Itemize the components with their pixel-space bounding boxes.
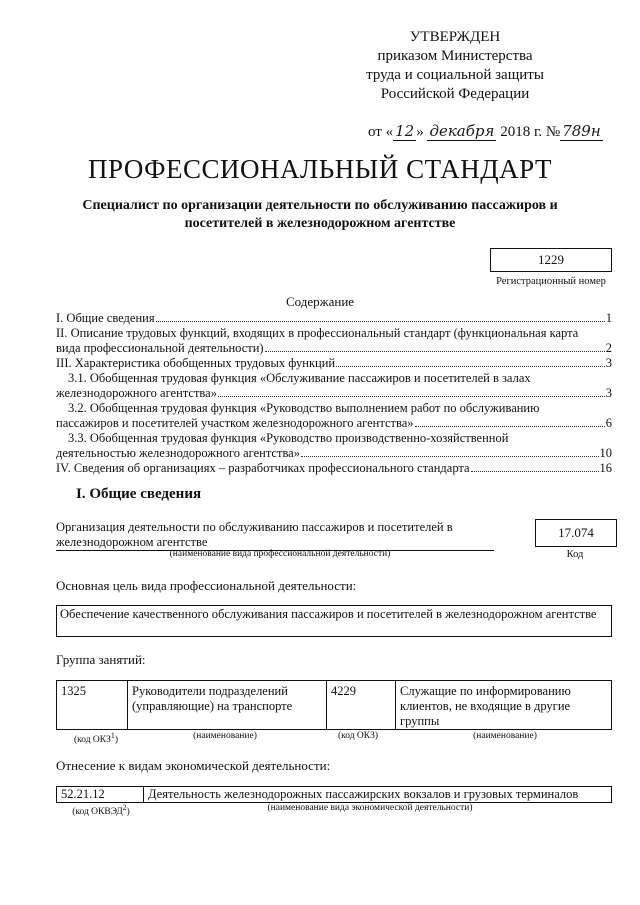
occ-caption-code-2: (код ОКЗ) [337, 731, 379, 741]
occ-name-2: Служащие по информированию клиентов, не входящие в другие группы [396, 681, 612, 730]
econ-label: Отнесение к видам экономической деятельности: [56, 758, 331, 773]
order-number-prefix: № [545, 124, 561, 140]
order-number-handwritten: 789н [562, 122, 601, 140]
activity-name: Организация деятельности по обслуживанию пассажиров и посетителей в железнодорожном агентстве [56, 520, 494, 551]
approval-line-labor: труда и социальной защиты [366, 67, 544, 83]
occ-code-2: 4229 [327, 681, 396, 730]
registration-number-box: 1229 [490, 248, 612, 272]
occupations-label: Группа занятий: [56, 652, 146, 667]
toc-item-3-1[interactable]: железнодорожного агентства» 3 [56, 386, 612, 400]
order-date-number [368, 122, 628, 141]
occ-caption-code-1: (код ОКЗ$^1$) [73, 731, 119, 746]
toc-item-1[interactable]: I. Общие сведения 1 [56, 311, 612, 325]
toc [56, 311, 612, 476]
order-day-handwritten: 12 [395, 122, 415, 140]
order-year: 2018 г. [500, 124, 543, 140]
toc-item-2-line-a[interactable]: II. Описание трудовых функций, входящих в профессиональный стандарт (функциональная карта [56, 326, 579, 340]
contents-heading: Содержание [285, 294, 355, 309]
toc-item-3[interactable]: III. Характеристика обобщенных трудовых функций 3 [56, 356, 612, 370]
order-quote-close: » [416, 124, 424, 140]
table-row [57, 787, 612, 803]
occ-name-1: Руководители подразделений (управляющие) на транспорте [128, 681, 327, 730]
approval-title: УТВЕРЖДЕН [409, 29, 501, 45]
toc-item-3-3-line-a[interactable]: 3.3. Обобщенная трудовая функция «Руководство производственно-хозяйственной [68, 431, 509, 445]
toc-item-4[interactable]: IV. Сведения об организациях – разработчиках профессионального стандарта 16 [56, 461, 612, 475]
approval-line-ministry: приказом Министерства [377, 48, 533, 64]
toc-item-3-2-line-a[interactable]: 3.2. Обобщенная трудовая функция «Руководство выполнением работ по обслуживанию [68, 401, 540, 415]
activity-name-caption: (наименование вида профессиональной деятельности) [169, 549, 391, 559]
occupations-table [56, 680, 612, 730]
toc-item-3-1-line-a[interactable]: 3.1. Обобщенная трудовая функция «Обслуживание пассажиров и посетителей в залах [68, 371, 531, 385]
econ-caption-code: (код ОКВЭД$^2$) [72, 803, 130, 818]
activity-code-caption: Код [566, 549, 584, 560]
econ-code: 52.21.12 [57, 787, 144, 803]
activity-code-box: 17.074 [535, 519, 617, 547]
toc-item-2[interactable]: вида профессиональной деятельности) 2 [56, 341, 612, 355]
econ-caption-name: (наименование вида экономической деятельности) [267, 803, 473, 813]
purpose-text: Обеспечение качественного обслуживания пассажиров и посетителей в железнодорожном агентстве [56, 605, 612, 637]
table-row [57, 681, 612, 730]
occ-code-1: 1325 [57, 681, 128, 730]
document-subtitle: Специалист по организации деятельности по обслуживанию пассажиров и посетителей в железнодорожном агентстве [82, 198, 558, 231]
document-title: ПРОФЕССИОНАЛЬНЫЙ СТАНДАРТ [87, 154, 553, 184]
section-1-heading: I. Общие сведения [76, 486, 202, 502]
registration-number-label: Регистрационный номер [496, 276, 606, 287]
approval-line-federation: Российской Федерации [380, 86, 530, 102]
approval-block [330, 28, 580, 104]
purpose-label: Основная цель вида профессиональной деятельности: [56, 578, 357, 593]
econ-activity-table [56, 786, 612, 803]
occ-caption-name-1: (наименование) [193, 731, 257, 741]
toc-item-3-2[interactable]: пассажиров и посетителей участком железнодорожного агентства» 6 [56, 416, 612, 430]
toc-item-3-3[interactable]: деятельностью железнодорожного агентства» 10 [56, 446, 612, 460]
econ-name: Деятельность железнодорожных пассажирских вокзалов и грузовых терминалов [144, 787, 612, 803]
order-month-handwritten: декабря [429, 122, 495, 140]
occ-caption-name-2: (наименование) [473, 731, 537, 741]
order-from-prefix: от « [368, 124, 394, 140]
